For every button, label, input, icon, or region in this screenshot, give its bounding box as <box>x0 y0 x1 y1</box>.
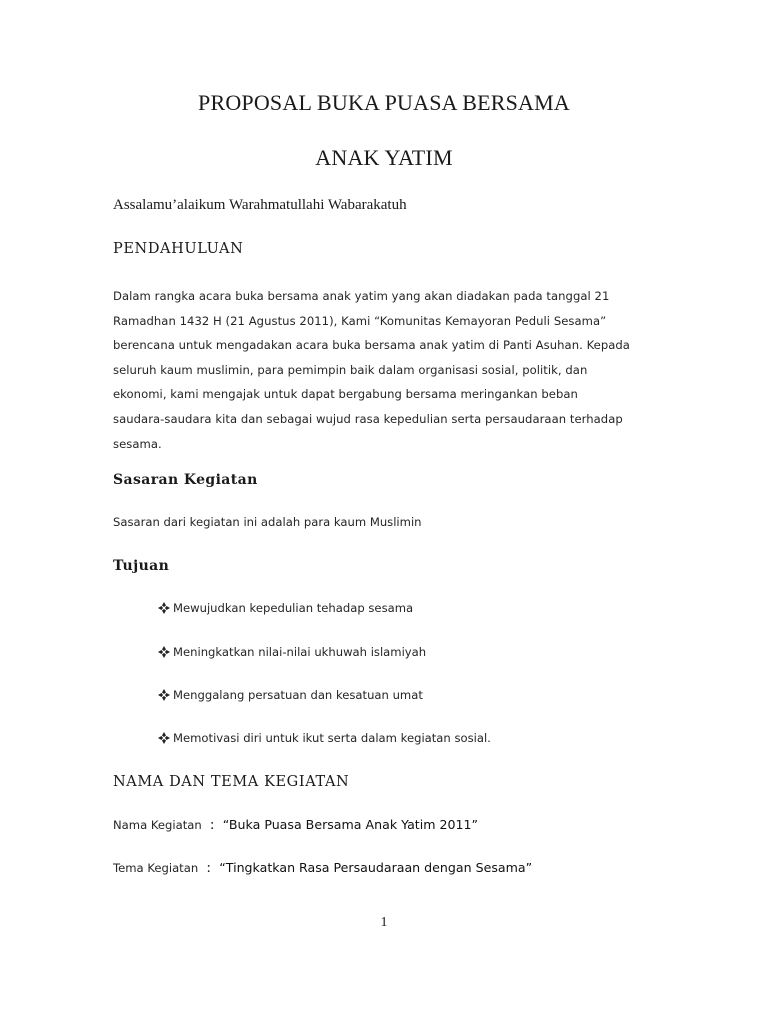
nama-kegiatan-value: “Buka Puasa Bersama Anak Yatim 2011” <box>222 817 479 832</box>
paragraph-line: sesama. <box>113 436 162 451</box>
sasaran-text: Sasaran dari kegiatan ini adalah para kaum Muslimin <box>113 515 422 529</box>
page-number: 1 <box>380 915 388 930</box>
tujuan-item-text: Memotivasi diri untuk ikut serta dalam kegiatan sosial. <box>173 731 491 745</box>
greeting: Assalamu’alaikum Warahmatullahi Wabarakatuh <box>113 197 407 213</box>
tema-kegiatan-row <box>113 860 532 877</box>
title-line-1: PROPOSAL BUKA PUASA BERSAMA <box>198 90 570 115</box>
pendahuluan-paragraph <box>113 284 655 456</box>
sasaran-heading: Sasaran Kegiatan <box>113 472 258 488</box>
tujuan-item <box>158 688 423 702</box>
nama-kegiatan-label: Nama Kegiatan <box>113 818 202 832</box>
paragraph-line: seluruh kaum muslimin, para pemimpin baik dalam organisasi sosial, politik, dan <box>113 362 588 377</box>
paragraph-line: ekonomi, kami mengajak untuk dapat bergabung bersama meringankan beban <box>113 387 578 402</box>
paragraph-line: Ramadhan 1432 H (21 Agustus 2011), Kami “Komunitas Kemayoran Peduli Sesama” <box>113 313 607 328</box>
tema-kegiatan-separator: : <box>206 860 211 876</box>
paragraph-line: berencana untuk mengadakan acara buka bersama anak yatim di Panti Asuhan. Kepada <box>113 338 630 353</box>
title-line-2: ANAK YATIM <box>315 145 453 170</box>
tema-kegiatan-label: Tema Kegiatan <box>113 861 199 875</box>
diamond-bullet-icon <box>158 689 170 701</box>
tujuan-item-text: Meningkatkan nilai-nilai ukhuwah islamiyah <box>173 645 427 659</box>
pendahuluan-heading: PENDAHULUAN <box>113 241 244 257</box>
nama-kegiatan-row <box>113 817 478 834</box>
tema-kegiatan-value: “Tingkatkan Rasa Persaudaraan dengan Sesama” <box>219 860 533 875</box>
tujuan-item <box>158 731 491 745</box>
diamond-bullet-icon <box>158 602 170 614</box>
diamond-bullet-icon <box>158 646 170 658</box>
diamond-bullet-icon <box>158 732 170 744</box>
nama-tema-heading: NAMA DAN TEMA KEGIATAN <box>113 774 350 790</box>
tujuan-item-text: Menggalang persatuan dan kesatuan umat <box>173 688 423 702</box>
paragraph-line: Dalam rangka acara buka bersama anak yatim yang akan diadakan pada tanggal 21 <box>113 289 610 303</box>
tujuan-item-text: Mewujudkan kepedulian tehadap sesama <box>173 601 414 615</box>
tujuan-heading: Tujuan <box>113 558 170 574</box>
tujuan-item <box>158 601 413 615</box>
tujuan-item <box>158 645 426 659</box>
paragraph-line: saudara-saudara kita dan sebagai wujud rasa kepedulian serta persaudaraan terhadap <box>113 411 623 426</box>
nama-kegiatan-separator: : <box>210 817 215 833</box>
